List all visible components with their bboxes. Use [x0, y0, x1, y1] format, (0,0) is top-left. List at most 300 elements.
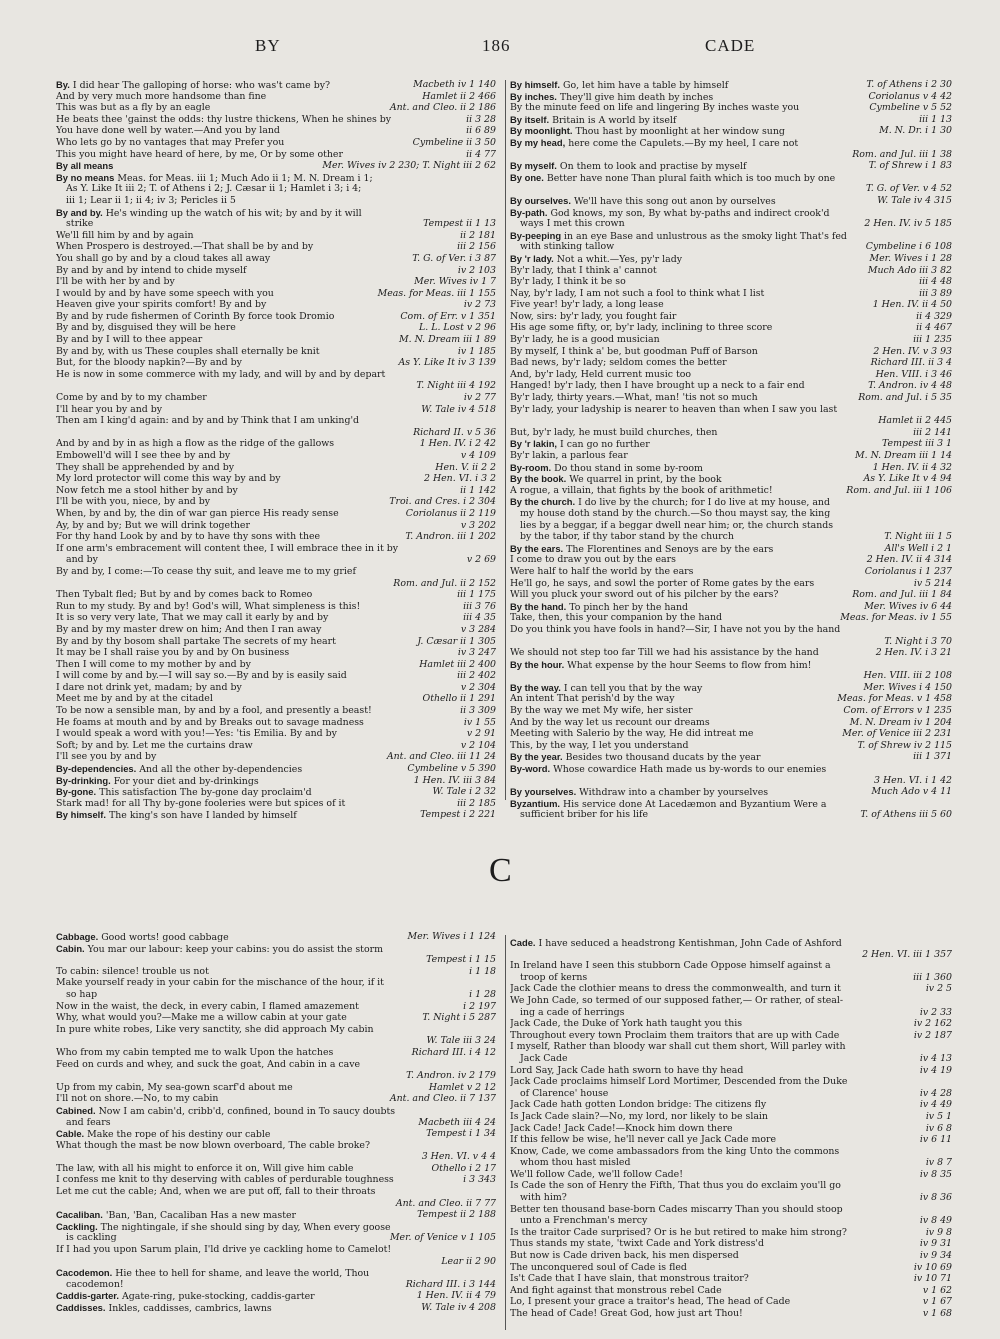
quotation: Better ten thousand base-born Cades miscarry Than you should stoop: [510, 1203, 843, 1215]
entry-line: [510, 1007, 952, 1019]
quotation: The head of Cade! Great God, how just art Thou!: [510, 1308, 743, 1319]
headword: By-word.: [510, 763, 551, 775]
quotation: I do live by the church; for I do live at my house, and: [578, 497, 830, 508]
entry-line: [510, 473, 952, 485]
quotation: The king's son have I landed by himself: [109, 810, 297, 821]
quotation: Good worts! good cabbage: [101, 932, 229, 943]
entry-line: [510, 566, 952, 578]
entry-line: [56, 578, 496, 590]
quotation: I'll hear you by and by: [56, 403, 163, 415]
headword: By ourselves.: [510, 194, 571, 206]
citation: Tempest iii 3 1: [879, 438, 952, 450]
headword: Cabined.: [56, 1104, 96, 1116]
quotation: Thus stands my state, 'twixt Cade and York distress'd: [510, 1238, 764, 1250]
headword: By the book.: [510, 473, 567, 485]
quotation: Stark mad! for all Thy by-gone fooleries were but spices of it: [56, 797, 346, 809]
quotation: Besides two thousand ducats by the year: [565, 752, 761, 764]
quotation: We'll fill him by and by again: [56, 229, 194, 241]
entry-line: [56, 1151, 496, 1163]
quotation: And fight against that monstrous rebel Cade: [510, 1284, 722, 1296]
entry-line: [56, 636, 496, 648]
quotation: I'll see you by and by: [56, 751, 157, 763]
entry-line: [510, 137, 952, 149]
citation: Cymbeline v 5 52: [866, 102, 952, 114]
quotation: and by: [66, 554, 98, 566]
citation: iii 3 76: [460, 601, 496, 613]
entry-line: [510, 693, 952, 705]
entry-line: [56, 943, 496, 955]
citation: iv 8 7: [923, 1157, 952, 1169]
citation: Much Ado v 4 11: [869, 786, 952, 798]
citation: v 1 68: [920, 1308, 952, 1320]
entry-line: [56, 276, 496, 288]
quotation: with him?: [520, 1192, 567, 1204]
headword: Cable.: [56, 1128, 85, 1140]
entry-line: [510, 972, 952, 984]
citation: Cymbeline v 5 390: [404, 763, 496, 775]
citation: iv 1 185: [455, 346, 496, 358]
entry-line: [56, 977, 496, 989]
citation: Coriolanus ii 2 119: [403, 508, 496, 520]
citation: T. G. of Ver. v 4 52: [863, 183, 952, 195]
entry-line: [510, 462, 952, 474]
quotation: They'll give him death by inches: [559, 91, 714, 103]
entry-line: [56, 207, 496, 219]
quotation: Feed on curds and whey, and suck the goat, And cabin in a cave: [56, 1058, 361, 1070]
entry-line: [510, 740, 952, 752]
entry-line: [56, 380, 496, 392]
citation: 1 Hen. IV. ii 4 32: [870, 462, 952, 474]
citation: Richard III. ii 3 4: [868, 357, 952, 369]
quotation: By'r lady, I think it be so: [510, 276, 626, 288]
citation: M. N. Dream iii 1 89: [396, 334, 496, 346]
quotation: Withdraw into a chamber by yourselves: [579, 787, 769, 798]
citation: Much Ado iii 3 82: [865, 265, 952, 277]
citation: Hamlet ii 2 466: [419, 91, 496, 103]
quotation: lies by a beggar, if a beggar dwell near him; or, the church stands: [520, 519, 834, 531]
entry-line: [56, 1059, 496, 1071]
entry-line: [510, 218, 952, 230]
headword: By-dependencies.: [56, 763, 137, 775]
citation: Com. of Errors v 1 235: [840, 705, 952, 717]
entry-line: [510, 1076, 952, 1088]
entry-line: [56, 659, 496, 671]
quotation: Thou hast by moonlight at her window sung: [575, 126, 785, 137]
entry-line: [510, 775, 952, 787]
headword: By myself.: [510, 160, 557, 172]
entry-line: [56, 589, 496, 601]
entry-line: [510, 265, 952, 277]
entry-line: [510, 1065, 952, 1077]
column-1: [56, 79, 496, 821]
quotation: By and by and by intend to chide myself: [56, 264, 247, 276]
citation: Richard III. i 3 144: [403, 1279, 496, 1291]
entry-line: [56, 1047, 496, 1059]
quotation: Then I will come to my mother by and by: [56, 658, 251, 670]
quotation: What though the mast be now blown overboard, The cable broke?: [56, 1139, 371, 1151]
citation: Rom. and Jul. ii 2 152: [390, 578, 496, 590]
entry-line: [56, 450, 496, 462]
citation: Hen. VIII. iii 2 108: [861, 670, 952, 682]
quotation: You shall go by and by a cloud takes all away: [56, 252, 271, 264]
citation: T. of Shrew iv 2 115: [854, 740, 952, 752]
quotation: Not a whit.—Yes, py'r lady: [556, 253, 682, 265]
citation: W. Tale iv 4 315: [874, 195, 952, 207]
citation: 3 Hen. VI. i 1 42: [871, 775, 952, 787]
entry-line: [56, 508, 496, 520]
citation: Tempest i 1 15: [423, 954, 496, 966]
quotation: This was but as a fly by an eagle: [56, 102, 211, 114]
citation: T. Andron. iv 2 179: [403, 1070, 496, 1082]
citation: Richard II. v 5 36: [410, 427, 496, 439]
quotation: Is't Cade that I have slain, that monstrous traitor?: [510, 1273, 749, 1285]
entry-line: [510, 647, 952, 659]
citation: W. Tale i 2 32: [430, 786, 496, 798]
entry-line: [510, 728, 952, 740]
entry-line: [510, 1157, 952, 1169]
quotation: Meet me by and by at the citadel: [56, 693, 213, 705]
quotation: The Florentines and Senoys are by the ears: [566, 543, 774, 555]
citation: iii 1 13: [916, 114, 952, 126]
headword: Cackling.: [56, 1220, 98, 1232]
headword: By all means: [56, 160, 114, 172]
entry-line: [510, 1285, 952, 1297]
quotation: This, by the way, I let you understand: [510, 739, 689, 751]
entry-line: [510, 1041, 952, 1053]
entry-line: [56, 705, 496, 717]
entry-line: [510, 937, 952, 949]
entry-line: [56, 462, 496, 474]
quotation: Let me cut the cable; And, when we are put off, fall to their throats: [56, 1186, 376, 1198]
citation: Ant. and Cleo. ii 2 186: [387, 102, 496, 114]
quotation: The nightingale, if she should sing by day, When every goose: [100, 1221, 391, 1233]
quotation: To cabin: silence! trouble us not: [56, 965, 209, 977]
quotation: of Clarence' house: [520, 1087, 609, 1099]
quotation: For thy hand Look by and by to have thy sons with thee: [56, 531, 321, 543]
quotation: What expense by the hour Seems to flow from him!: [567, 659, 812, 671]
quotation: By and by thy bosom shall partake The secrets of my heart: [56, 635, 336, 647]
citation: Coriolanus i 1 237: [862, 566, 952, 578]
entry-line: [510, 207, 952, 219]
quotation: When, by and by, the din of war gan pierce His ready sense: [56, 507, 339, 519]
citation: iii 2 156: [454, 241, 496, 253]
citation: 1 Hen. IV. iii 3 84: [411, 775, 496, 787]
entry-line: [56, 102, 496, 114]
entry-line: [56, 740, 496, 752]
entry-line: [56, 265, 496, 277]
quotation: strike: [66, 218, 94, 230]
citation: T. Night iii 4 192: [413, 380, 496, 392]
citation: Hamlet v 2 12: [426, 1082, 496, 1094]
entry-line: [56, 954, 496, 966]
entry-line: [510, 102, 952, 114]
quotation: Do you think you have fools in hand?—Sir, I have not you by the hand: [510, 623, 841, 635]
quotation: By'r lady, he is a good musician: [510, 334, 660, 346]
citation: v 1 67: [920, 1296, 952, 1308]
entry-line: [510, 299, 952, 311]
entry-line: [510, 369, 952, 381]
quotation: The unconquered soul of Cade is fled: [510, 1261, 687, 1273]
entry-line: [510, 241, 952, 253]
quotation: An intent That perish'd by the way: [510, 693, 675, 705]
entry-line: [56, 183, 496, 195]
citation: iv 9 8: [923, 1227, 952, 1239]
entry-line: [510, 160, 952, 172]
citation: Meas. for Meas. v 1 458: [834, 693, 952, 705]
headword: Byzantium.: [510, 797, 561, 809]
citation: iv 5 214: [911, 578, 952, 590]
quotation: Is Jack Cade slain?—No, my lord, nor likely to be slain: [510, 1110, 768, 1122]
entry-line: [56, 601, 496, 613]
citation: Mer. of Venice iii 2 231: [839, 728, 952, 740]
citation: v 3 202: [458, 520, 496, 532]
citation: iv 10 71: [911, 1273, 952, 1285]
citation: 2 Hen. IV. ii 4 314: [864, 554, 952, 566]
quotation: Five year! by'r lady, a long lease: [510, 299, 664, 311]
citation: M. N. Dr. i 1 30: [876, 125, 952, 137]
quotation: I did hear The galloping of horse: who was't came by?: [72, 80, 331, 91]
quotation: It may be I shall raise you by and by On business: [56, 647, 290, 659]
entry-line: [56, 1244, 496, 1256]
quotation: is cackling: [66, 1232, 117, 1244]
entry-line: [510, 1018, 952, 1030]
citation: iv 6 11: [917, 1134, 952, 1146]
citation: iii 4 35: [460, 612, 496, 624]
entry-line: [56, 1209, 496, 1221]
citation: ii 3 28: [463, 114, 496, 126]
entry-line: [56, 392, 496, 404]
column-divider: [505, 80, 506, 800]
entry-line: [56, 1093, 496, 1105]
headword: By 'r lakin,: [510, 438, 558, 450]
entry-line: [56, 1163, 496, 1175]
citation: Cymbeline i 6 108: [863, 241, 952, 253]
quotation: But, for the bloody napkin?—By and by: [56, 357, 242, 369]
headword: By no means: [56, 171, 115, 183]
quotation: To pinch her by the hand: [569, 601, 689, 613]
citation: Meas. for Meas. iv 1 55: [837, 612, 952, 624]
quotation: Is Cade the son of Henry the Fifth, That thus you do exclaim you'll go: [510, 1180, 841, 1192]
citation: T. Night i 3 70: [881, 636, 952, 648]
citation: Lear ii 2 90: [438, 1256, 496, 1268]
entry-line: [510, 798, 952, 810]
entry-line: [56, 554, 496, 566]
entry-line: [56, 693, 496, 705]
citation: iv 8 49: [917, 1215, 952, 1227]
entry-line: [56, 404, 496, 416]
quotation: And by very much more handsome than fine: [56, 90, 267, 102]
headword: By the year.: [510, 751, 563, 763]
headword: Caddisses.: [56, 1302, 106, 1313]
quotation: whom thou hast misled: [520, 1157, 631, 1169]
entry-line: [510, 91, 952, 103]
citation: v 2 91: [464, 728, 496, 740]
entry-line: [510, 1030, 952, 1042]
entry-line: [510, 415, 952, 427]
citation: Meas. for Meas. iii 1 155: [375, 288, 496, 300]
quotation: We should not step too far Till we had his assistance by the hand: [510, 647, 819, 659]
citation: Tempest ii 2 188: [414, 1209, 496, 1221]
entry-line: [510, 682, 952, 694]
headword: By the hand.: [510, 600, 567, 612]
entry-line: [510, 1204, 952, 1216]
citation: v 1 62: [920, 1285, 952, 1297]
entry-line: [510, 578, 952, 590]
entry-line: [510, 763, 952, 775]
entry-line: [56, 1279, 496, 1291]
citation: iv 4 49: [917, 1099, 952, 1111]
entry-line: [510, 485, 952, 497]
quotation: Jack Cade proclaims himself Lord Mortimer, Descended from the Duke: [510, 1076, 848, 1088]
citation: iv 2 77: [461, 392, 496, 404]
quotation: But, by'r lady, he must build churches, then: [510, 426, 718, 438]
citation: Tempest i 1 34: [423, 1128, 496, 1140]
citation: iv 2 33: [917, 1007, 952, 1019]
quotation: By and by, with us These couples shall eternally be knit: [56, 345, 320, 357]
citation: 2 Hen. IV. i 3 21: [873, 647, 952, 659]
entry-line: [56, 1256, 496, 1268]
quotation: By'r lady, that I think a' cannot: [510, 264, 657, 276]
entry-line: [56, 1198, 496, 1210]
citation: M. N. Dream iii 1 14: [852, 450, 952, 462]
citation: iv 1 55: [461, 717, 496, 729]
entry-line: [56, 751, 496, 763]
entry-line: [510, 1238, 952, 1250]
citation: iv 9 34: [917, 1250, 952, 1262]
quotation: And by the way let us recount our dreams: [510, 716, 710, 728]
entry-line: [510, 508, 952, 520]
citation: Mer. Wives iv 6 44: [861, 601, 952, 613]
headword: By himself.: [56, 809, 107, 821]
citation: 2 Hen. VI. iii 1 357: [859, 949, 952, 961]
citation: T. of Athens i 2 30: [863, 79, 952, 91]
entry-line: [510, 1227, 952, 1239]
quotation: I would by and by have some speech with you: [56, 287, 274, 299]
entry-line: [510, 334, 952, 346]
entry-line: [510, 183, 952, 195]
entry-line: [56, 299, 496, 311]
entry-line: [56, 496, 496, 508]
entry-line: [56, 1221, 496, 1233]
entry-line: [510, 554, 952, 566]
quotation: Then Tybalt fled; But by and by comes back to Romeo: [56, 589, 313, 601]
citation: 3 Hen. VI. v 4 4: [419, 1151, 496, 1163]
quotation: Come by and by to my chamber: [56, 392, 207, 404]
citation: T. Andron. iv 4 48: [865, 380, 952, 392]
entry-line: [510, 149, 952, 161]
citation: Mer. Wives i 4 150: [861, 682, 952, 694]
quotation: When Prospero is destroyed.—That shall be by and by: [56, 241, 314, 253]
citation: ii 4 467: [913, 322, 952, 334]
quotation: And all the other by-dependencies: [139, 764, 303, 775]
citation: Richard III. i 4 12: [409, 1047, 496, 1059]
headword: By inches.: [510, 90, 557, 102]
citation: iv 8 36: [917, 1192, 952, 1204]
entry-line: [510, 357, 952, 369]
quotation: by the tabor, if thy tabor stand by the church: [520, 531, 734, 543]
citation: ii 4 77: [463, 149, 496, 161]
citation: v 2 304: [458, 682, 496, 694]
citation: Rom. and Jul. i 5 35: [855, 392, 952, 404]
citation: 2 Hen. IV. iv 5 185: [861, 218, 952, 230]
citation: ii 6 89: [463, 125, 496, 137]
quotation: We quarrel in print, by the book: [569, 474, 722, 485]
column-2: [510, 79, 952, 821]
quotation: He's winding up the watch of his wit; by and by it will: [105, 207, 362, 219]
quotation: Run to my study. By and by! God's will, What simpleness is this!: [56, 600, 361, 612]
quotation: His service done At Lacedæmon and Byzantium Were a: [563, 798, 827, 810]
quotation: Now fetch me a stool hither by and by: [56, 484, 238, 496]
citation: Mer. Wives i 1 28: [866, 253, 952, 265]
citation: Macbeth iii 4 24: [415, 1117, 496, 1129]
quotation: Ay, by and by; But we will drink together: [56, 519, 250, 531]
quotation: Jack Cade, the Duke of York hath taught you this: [510, 1018, 743, 1030]
quotation: I would speak a word with you!—Yes: 'tis Emilia. By and by: [56, 728, 337, 740]
quotation: Meas. for Meas. iii 1; Much Ado ii 1; M. N. Dream i 1;: [117, 172, 373, 184]
entry-line: [56, 1024, 496, 1036]
quotation: Jack Cade: [520, 1052, 568, 1064]
headword: By-peeping: [510, 229, 562, 241]
quotation: Will you pluck your sword out of his pilcher by the ears?: [510, 589, 779, 601]
quotation: By the minute feed on life and lingering By inches waste you: [510, 102, 800, 114]
citation: iii 1 371: [910, 751, 952, 763]
entry-line: [510, 404, 952, 416]
entry-line: [510, 1146, 952, 1158]
quotation: Now in the waist, the deck, in every cabin, I flamed amazement: [56, 1000, 359, 1012]
entry-line: [56, 1232, 496, 1244]
entry-line: [510, 612, 952, 624]
quotation: Heaven give your spirits comfort! By and by: [56, 299, 267, 311]
entry-line: [56, 485, 496, 497]
quotation: His age some fifty, or, by'r lady, inclining to three score: [510, 322, 773, 334]
citation: Othello ii 1 291: [420, 693, 496, 705]
quotation: Who lets go by no vantages that may Prefer you: [56, 136, 285, 148]
entry-line: [56, 531, 496, 543]
entry-line: [510, 705, 952, 717]
column-divider: [505, 935, 506, 1330]
quotation: Up from my cabin, My sea-gown scarf'd about me: [56, 1081, 293, 1093]
headword: By itself.: [510, 113, 550, 125]
quotation: By'r lady, your ladyship is nearer to heaven than when I saw you last: [510, 403, 838, 415]
quotation: To be now a sensible man, by and by a fool, and presently a beast!: [56, 705, 372, 717]
entry-line: [510, 624, 952, 636]
quotation: By the way we met My wife, her sister: [510, 705, 693, 717]
quotation: I'll be with her by and by: [56, 276, 175, 288]
entry-line: [510, 1099, 952, 1111]
quotation: Inkles, caddisses, cambrics, lawns: [108, 1303, 272, 1314]
quotation: A rogue, a villain, that fights by the book of arithmetic!: [510, 484, 773, 496]
entry-line: [56, 520, 496, 532]
citation: Mer. Wives i 1 124: [405, 931, 496, 943]
entry-line: [56, 160, 496, 172]
headword: Cacaliban.: [56, 1209, 103, 1221]
entry-line: [510, 531, 952, 543]
quotation: Now I am cabin'd, cribb'd, confined, bound in To saucy doubts: [98, 1105, 396, 1117]
quotation: Then am I king'd again: and by and by Think that I am unking'd: [56, 415, 360, 427]
quotation: My lord protector will come this way by and by: [56, 473, 281, 485]
entry-line: [510, 114, 952, 126]
citation: ii 3 309: [457, 705, 496, 717]
entry-line: [510, 1134, 952, 1146]
entry-line: [56, 1290, 496, 1302]
entry-line: [56, 1267, 496, 1279]
entry-line: [56, 1140, 496, 1152]
entry-line: [56, 1012, 496, 1024]
quotation: We John Cade, so termed of our supposed father,— Or rather, of steal-: [510, 994, 844, 1006]
citation: Tempest ii 1 13: [420, 218, 496, 230]
quotation: I dare not drink yet, madam; by and by: [56, 681, 242, 693]
quotation: I have seduced a headstrong Kentishman, John Cade of Ashford: [538, 938, 842, 949]
